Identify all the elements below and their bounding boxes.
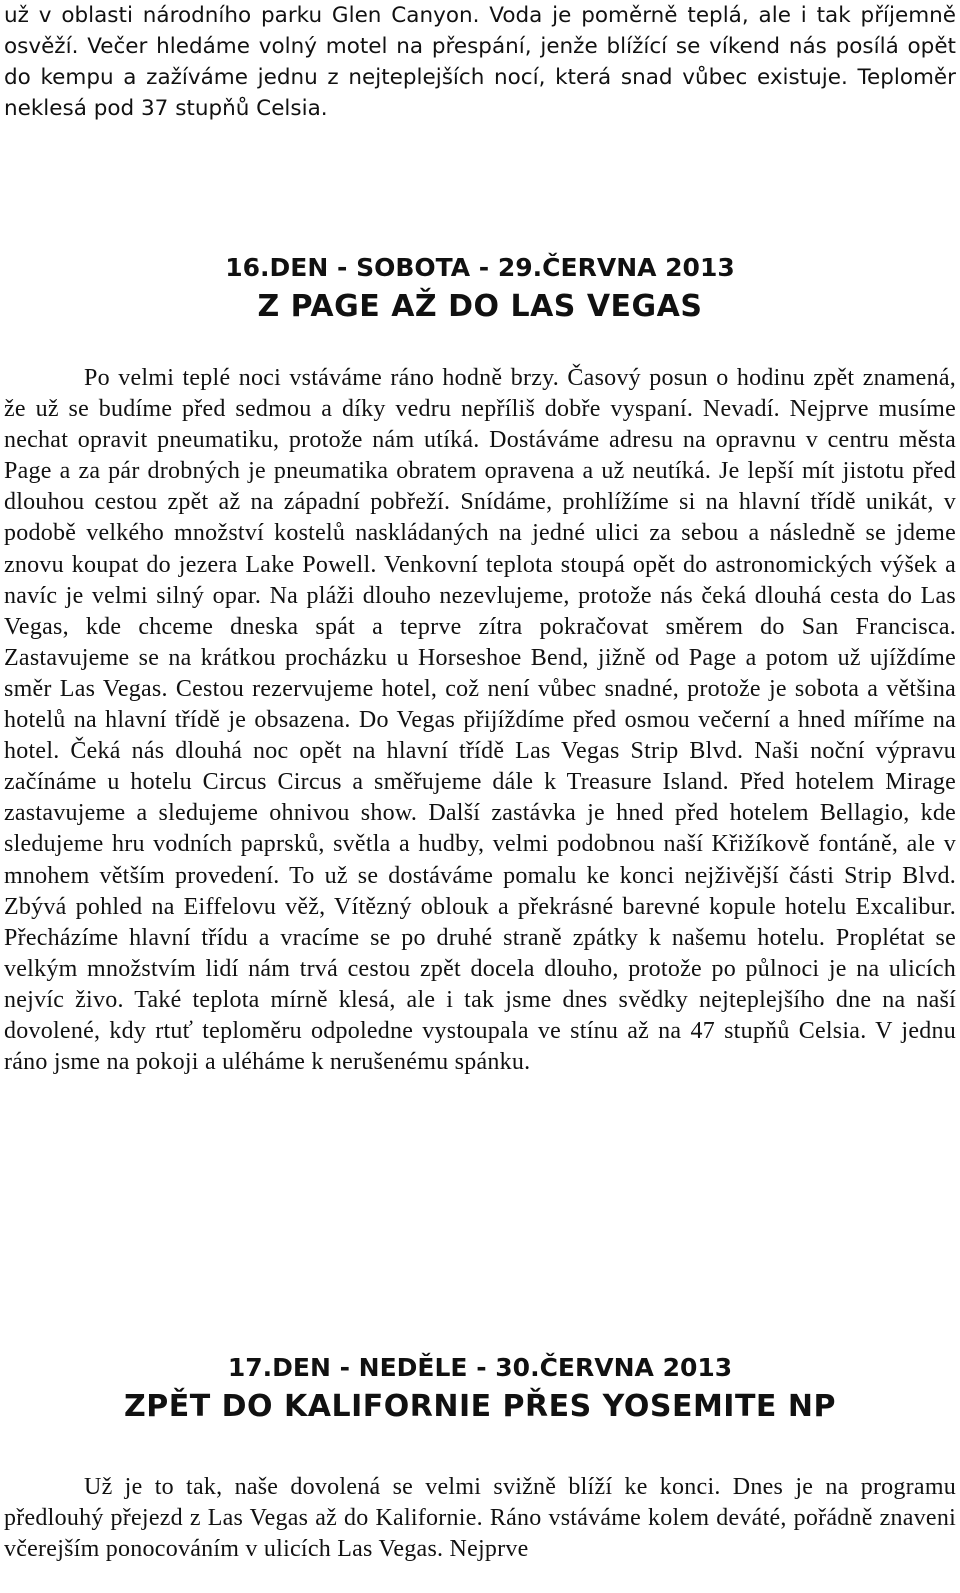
day16-title: Z PAGE AŽ DO LAS VEGAS: [257, 289, 703, 324]
day16-body-paragraph: [4, 363, 956, 1078]
intro-paragraph: už v oblasti národního parku Glen Canyon. Voda je poměrně teplá, ale i tak příjemně osvěží. Večer hledáme volný motel na přespání, jenže blížící se víkend nás posílá opět do kempu a zažíváme jednu z nejteplejších nocí, která snad vůbec existuje. Teploměr neklesá pod 37 stupňů Celsia.: [4, 3, 956, 122]
day17-title: ZPĚT DO KALIFORNIE PŘES YOSEMITE NP: [124, 1389, 836, 1424]
day17-date-heading: 17.DEN - NEDĚLE - 30.ČERVNA 2013: [227, 1353, 733, 1382]
day16-date-heading: 16.DEN - SOBOTA - 29.ČERVNA 2013: [225, 253, 735, 282]
day17-body-text: Už je to tak, naše dovolená se velmi svižně blíží ke konci. Dnes je na programu předlouhý přejezd z Las Vegas až do Kalifornie. Ráno vstáváme kolem deváté, pořádně znaveni včerejším ponocováním v ulicích Las Vegas. Nejprve: [4, 1474, 956, 1563]
day16-body-text: Po velmi teplé noci vstáváme ráno hodně brzy. Časový posun o hodinu zpět znamená, že už se budíme před sedmou a díky vedru nepříliš dobře vyspaní. Nevadí. Nejprve musíme nechat opravit pneumatiku, protože nám utíká. Dostáváme adresu na opravnu v centru města Page a za pár drobných je pneumatika obratem opravena a už neutíká. Je lepší mít jistotu před dlouhou cestou zpět až na západní pobřeží. Snídáme, prohlížíme si na hlavní třídě unikát, v podobě velkého množství kostelů naskládaných na jedné ulici za sebou a následně se jdeme znovu koupat do jezera Lake Powell. Venkovní teplota stoupá opět do astronomických výšek a navíc je velmi silný opar. Na pláži dlouho nezevlujeme, protože nás čeká dlouhá cesta do Las Vegas, kde chceme dneska spát a teprve zítra pokračovat směrem do San Francisca. Zastavujeme se na krátkou procházku u Horseshoe Bend, jižně od Page a potom už ujíždíme směr Las Vegas. Cestou rezervujeme hotel, což není vůbec snadné, protože je sobota a většina hotelů na hlavní třídě je obsazena. Do Vegas přijíždíme před osmou večerní a hned míříme na hotel. Čeká nás dlouhá noc opět na hlavní třídě Las Vegas Strip Blvd. Naši noční výpravu začínáme u hotelu Circus Circus a směřujeme dále k Treasure Island. Před hotelem Mirage zastavujeme a sledujeme ohnivou show. Další zastávka je hned před hotelem Bellagio, kde sledujeme hru vodních paprsků, světla a hudby, velmi podobnou naší Křižíkově fontáně, ale v mnohem větším provedení. To už se dostáváme pomalu ke konci nejživější části Strip Blvd. Zbývá pohled na Eiffelovu věž, Vítězný oblouk a překrásné barevné kopule hotelu Excalibur. Přecházíme hlavní třídu a vracíme se po druhé straně zpátky k našemu hotelu. Proplétat se velkým množstvím lidí nám trvá cestou zpět docela dlouho, protože po půlnoci je na ulicích nejvíc živo. Také teplota mírně klesá, ale i tak jsme dnes svědky nejteplejšího dne na naší dovolené, kdy rtuť teploměru odpoledne vystoupala ve stínu až na 47 stupňů Celsia. V jednu ráno jsme na pokoji a uléháme k nerušenému spánku.: [4, 365, 956, 1076]
day17-body-paragraph: [4, 1472, 956, 1565]
